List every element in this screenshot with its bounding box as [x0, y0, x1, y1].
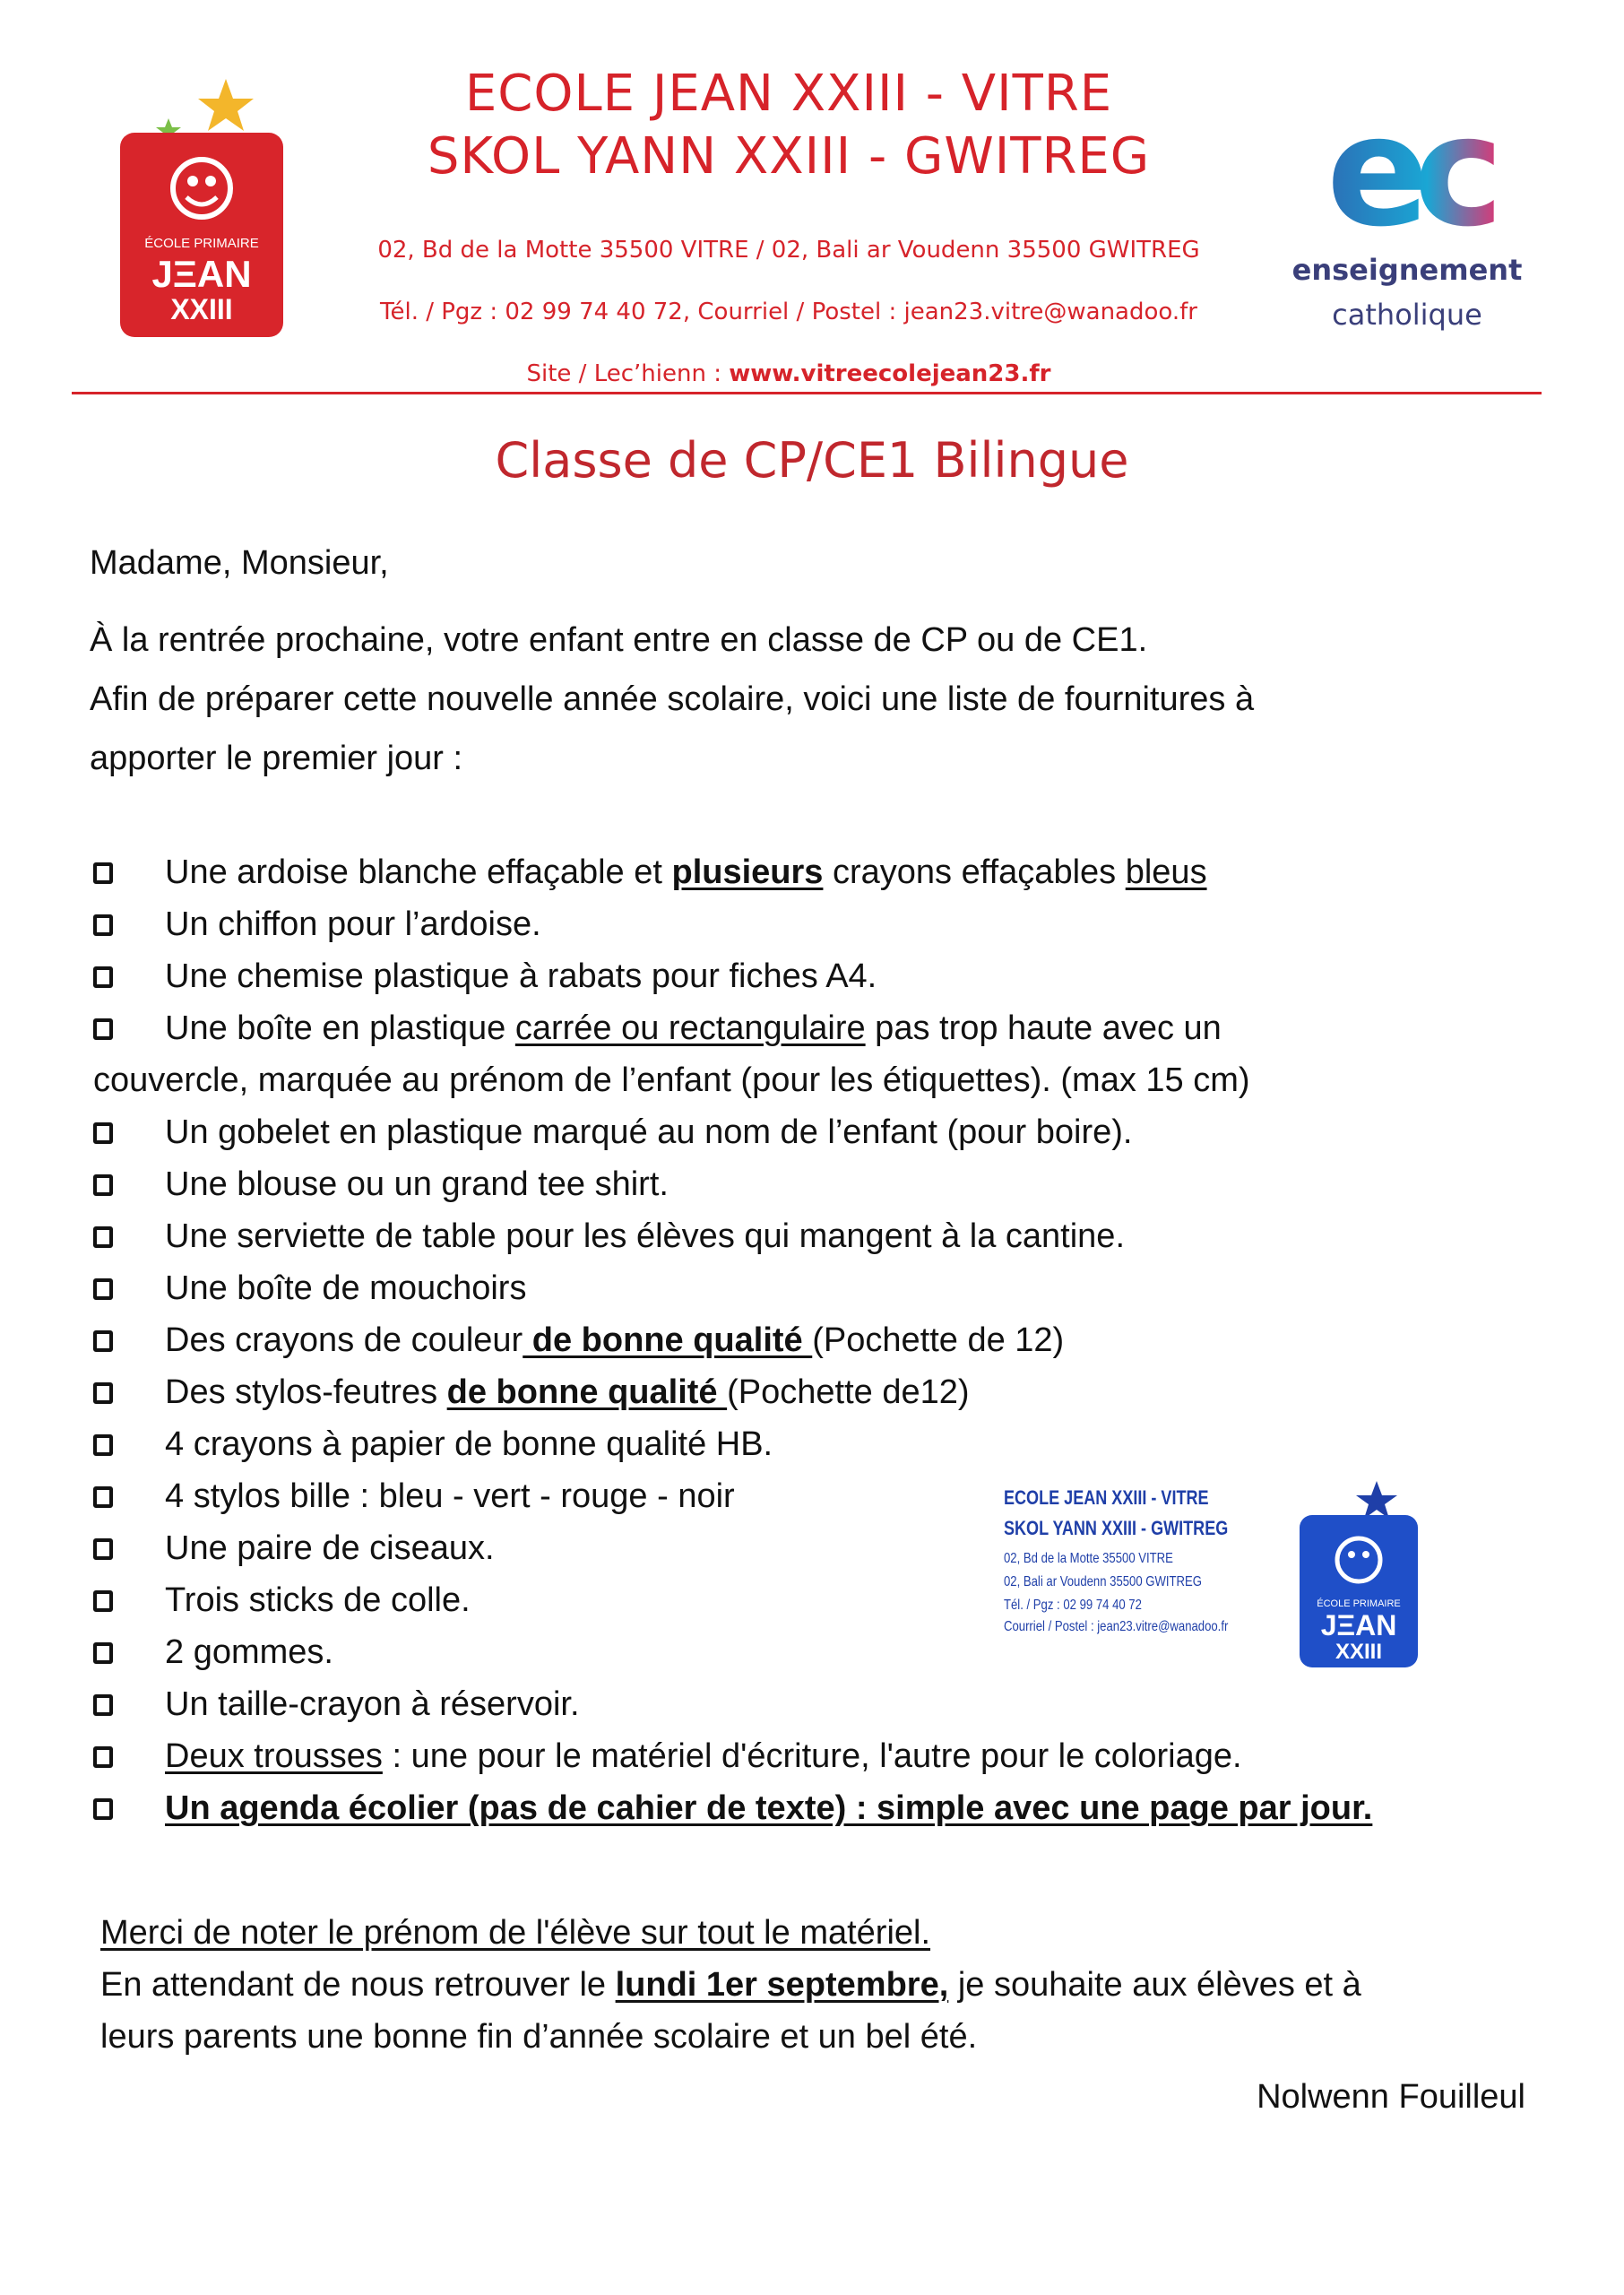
list-item: Une blouse ou un grand tee shirt. [93, 1158, 1545, 1210]
logo-num-text: XXIII [170, 293, 233, 325]
closing-line-1: En attendant de nous retrouver le lundi 1er septembre, je souhaite aux élèves et à [100, 1966, 1361, 2004]
stamp-line-3: 02, Bd de la Motte 35500 VITRE [1004, 1551, 1173, 1566]
stamp-line-1: ECOLE JEAN XXIII - VITRE [1004, 1486, 1209, 1509]
stamp-logo [1296, 1479, 1421, 1676]
list-item: Des stylos-feutres de bonne qualité (Pochette de12) [93, 1366, 1545, 1418]
checkbox-icon[interactable] [93, 1122, 113, 1144]
stamp-logo-top: ÉCOLE PRIMAIRE [1317, 1598, 1401, 1609]
star-icon [198, 79, 254, 131]
checkbox-icon[interactable] [93, 1434, 113, 1456]
stamp-line-5: Tél. / Pgz : 02 99 74 40 72 [1004, 1598, 1142, 1613]
list-item: Une boîte de mouchoirs [93, 1262, 1545, 1314]
list-item: Une paire de ciseaux. [93, 1522, 1545, 1574]
signature: Nolwenn Fouilleul [1257, 2078, 1525, 2116]
list-item: Trois sticks de colle. [93, 1574, 1545, 1626]
list-item: Un agenda écolier (pas de cahier de texte) : simple avec une page par jour. [93, 1782, 1545, 1834]
site-url[interactable]: www.vitreecolejean23.fr [729, 360, 1051, 387]
checkbox-icon[interactable] [93, 1642, 113, 1664]
list-item: Des crayons de couleur de bonne qualité (Pochette de 12) [93, 1314, 1545, 1366]
greeting: Madame, Monsieur, [90, 544, 389, 582]
list-item: Une boîte en plastique carrée ou rectangulaire pas trop haute avec un couvercle, marquée au prénom de l’enfant (pour les étiquettes). (max 15 cm) [93, 1009, 1250, 1099]
checkbox-icon[interactable] [93, 1486, 113, 1508]
stamp-line-4: 02, Bali ar Voudenn 35500 GWITREG [1004, 1574, 1202, 1589]
checkbox-icon[interactable] [93, 1382, 113, 1404]
class-title: Classe de CP/CE1 Bilingue [495, 432, 1129, 489]
school-address: 02, Bd de la Motte 35500 VITRE / 02, Bali ar Voudenn 35500 GWITREG [377, 237, 1200, 264]
checkbox-icon[interactable] [93, 914, 113, 936]
school-contact: Tél. / Pgz : 02 99 74 40 72, Courriel / Postel : jean23.vitre@wanadoo.fr [380, 299, 1197, 325]
checkbox-icon[interactable] [93, 1018, 113, 1040]
intro-line-1: À la rentrée prochaine, votre enfant entre en classe de CP ou de CE1. [90, 621, 1148, 659]
list-item: Une serviette de table pour les élèves qui mangent à la cantine. [93, 1210, 1545, 1262]
list-item: 4 stylos bille : bleu - vert - rouge - noir [93, 1470, 1545, 1522]
stamp-logo-num: XXIII [1335, 1640, 1383, 1664]
checkbox-icon[interactable] [93, 1278, 113, 1300]
header-divider [72, 392, 1542, 394]
checkbox-icon[interactable] [93, 1798, 113, 1820]
intro-line-2: Afin de préparer cette nouvelle année scolaire, voici une liste de fournitures à [90, 680, 1255, 718]
ec-line2: catholique [1332, 298, 1482, 332]
checkbox-icon[interactable] [93, 862, 113, 884]
checkbox-icon[interactable] [93, 1330, 113, 1352]
supply-list [93, 846, 1545, 1834]
site-label: Site / Lec’hienn : [526, 360, 730, 387]
checkbox-icon[interactable] [93, 1538, 113, 1560]
stamp-logo-name: JΞAN [1320, 1609, 1397, 1641]
checkbox-icon[interactable] [93, 1694, 113, 1716]
list-item: 2 gommes. [93, 1626, 1545, 1678]
list-item: Un taille-crayon à réservoir. [93, 1678, 1545, 1730]
stamp-line-2: SKOL YANN XXIII - GWITREG [1004, 1517, 1229, 1539]
star-icon [1356, 1481, 1397, 1519]
checkbox-icon[interactable] [93, 966, 113, 988]
list-item: Une chemise plastique à rabats pour fiches A4. [93, 950, 1545, 1002]
intro-line-3: apporter le premier jour : [90, 740, 463, 777]
ec-line1: enseignement [1291, 253, 1523, 287]
stamp-line-6: Courriel / Postel : jean23.vitre@wanadoo.fr [1004, 1619, 1229, 1634]
school-logo [117, 72, 287, 341]
logo-top-text: ÉCOLE PRIMAIRE [144, 236, 259, 251]
list-item: Un chiffon pour l’ardoise. [93, 898, 1545, 950]
list-item: Un gobelet en plastique marqué au nom de l’enfant (pour boire). [93, 1106, 1545, 1158]
list-item: Deux trousses : une pour le matériel d'écriture, l'autre pour le coloriage. [93, 1730, 1545, 1782]
school-site [305, 360, 1273, 387]
ec-mark: ec [1326, 99, 1489, 261]
checkbox-icon[interactable] [93, 1174, 113, 1196]
school-name-fr: ECOLE JEAN XXIII - VITRE [464, 65, 1113, 123]
checkbox-icon[interactable] [93, 1746, 113, 1768]
logo-name-text: JΞAN [151, 253, 252, 295]
closing-line-2: leurs parents une bonne fin d’année scolaire et un bel été. [100, 2018, 978, 2056]
ec-logo [1291, 99, 1524, 368]
school-name-br: SKOL YANN XXIII - GWITREG [427, 127, 1151, 186]
list-item: Une ardoise blanche effaçable et plusieurs crayons effaçables bleus [93, 846, 1545, 898]
school-stamp [1004, 1479, 1425, 1676]
checkbox-icon[interactable] [93, 1590, 113, 1612]
list-item: 4 crayons à papier de bonne qualité HB. [93, 1418, 1545, 1470]
checkbox-icon[interactable] [93, 1226, 113, 1248]
closing-note: Merci de noter le prénom de l'élève sur tout le matériel. [100, 1914, 931, 1952]
